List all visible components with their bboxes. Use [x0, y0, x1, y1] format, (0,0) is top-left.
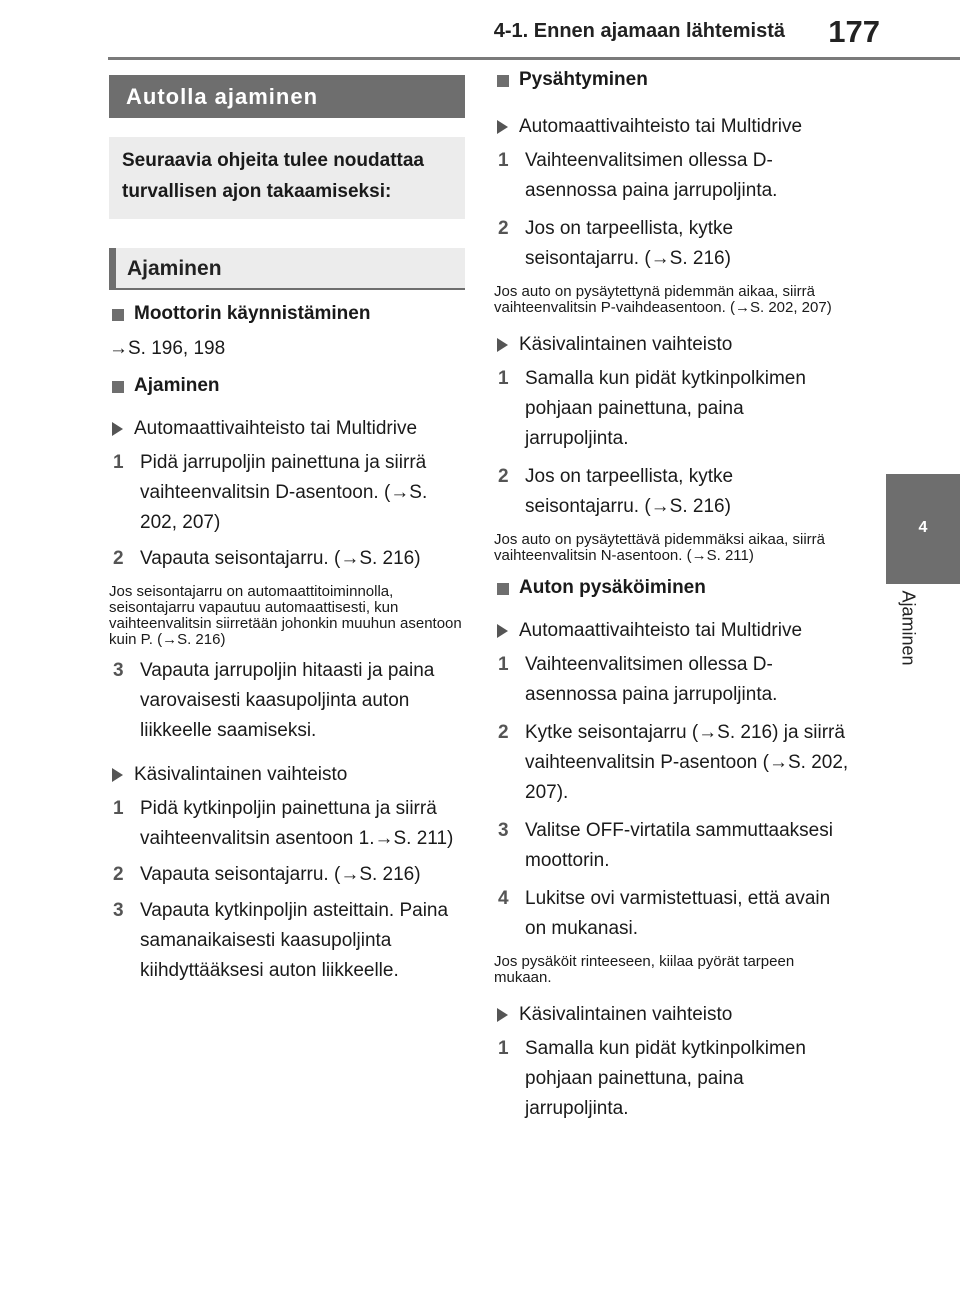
intro-box: Seuraavia ohjeita tulee noudattaa turvallisen ajon takaamiseksi:: [109, 137, 465, 219]
square-bullet-icon: [112, 309, 124, 321]
step-item: 2 Vapauta seisontajarru. (→S. 216): [113, 864, 421, 885]
note-text: Jos auto on pysäytettynä pidemmän aikaa, siirrä vaihteenvalitsin P-vaihdeasentoon. (→S. 202, 207): [494, 283, 832, 316]
note-text: Jos seisontajarru on automaattitoiminnolla, seisontajarru vapautuu automaattisesti, kun vaihteenvalitsin siirretään johonkin muuhun asentoon kuin P. (→S. 216): [109, 583, 462, 648]
page-number: 177: [828, 14, 880, 49]
step-item: 1 Samalla kun pidät kytkinpolkimen pohjaan painettuna, paina jarrupoljinta.: [498, 368, 806, 449]
mode-heading-automatic: Automaattivaihteisto tai Multidrive: [109, 414, 465, 444]
section-heading-moottorin: Moottorin käynnistäminen: [109, 300, 465, 328]
mode-heading-automatic: Automaattivaihteisto tai Multidrive: [494, 112, 850, 142]
step-item: 1 Vaihteenvalitsimen ollessa D-asennossa paina jarrupoljinta.: [498, 150, 778, 201]
step-item: 3 Vapauta jarrupoljin hitaasti ja paina varovaisesti kaasupoljinta auton liikkeelle saamiseksi.: [113, 660, 435, 741]
chapter-number: 4: [918, 519, 928, 536]
step-item: 1 Pidä kytkinpoljin painettuna ja siirrä vaihteenvalitsin asentoon 1.→S. 211): [113, 798, 454, 849]
chapter-label: [893, 580, 923, 676]
page-header: [0, 0, 960, 62]
triangle-bullet-icon: [497, 120, 508, 134]
step-item: 3 Vapauta kytkinpoljin asteittain. Paina samanaikaisesti kaasupoljinta kiihdyttääksesi auton liikkeelle.: [113, 900, 449, 981]
step-item: 2 Jos on tarpeellista, kytke seisontajarru. (→S. 216): [498, 218, 734, 269]
section-heading-ajaminen: Ajaminen: [109, 372, 465, 400]
section-heading-pysahtyminen: Pysähtyminen: [494, 66, 850, 94]
chapter-tab: [886, 474, 960, 584]
triangle-bullet-icon: [497, 338, 508, 352]
chapter-label-text: Ajaminen: [898, 590, 919, 666]
square-bullet-icon: [497, 583, 509, 595]
step-item: 1 Vaihteenvalitsimen ollessa D-asennossa paina jarrupoljinta.: [498, 654, 778, 705]
step-item: 3 Valitse OFF-virtatila sammuttaaksesi moottorin.: [498, 820, 833, 871]
subheading: Ajaminen: [109, 248, 465, 290]
triangle-bullet-icon: [497, 1008, 508, 1022]
reference-text: →S. 196, 198: [109, 338, 226, 359]
mode-heading-manual: Käsivalintainen vaihteisto: [494, 330, 850, 360]
step-item: 1 Samalla kun pidät kytkinpolkimen pohjaan painettuna, paina jarrupoljinta.: [498, 1038, 806, 1119]
note-text: Jos auto on pysäytettävä pidemmäksi aikaa, siirrä vaihteenvalitsin N-asentoon. (→S. 211): [494, 531, 825, 564]
step-item: 4 Lukitse ovi varmistettuasi, että avain on mukanasi.: [498, 888, 831, 939]
mode-heading-manual: Käsivalintainen vaihteisto: [494, 1000, 850, 1030]
right-column: [494, 62, 850, 1124]
step-item: 1 Pidä jarrupoljin painettuna ja siirrä vaihteenvalitsin D-asentoon. (→S. 202, 207): [113, 452, 428, 533]
mode-heading-manual: Käsivalintainen vaihteisto: [109, 760, 465, 790]
square-bullet-icon: [497, 75, 509, 87]
mode-heading-automatic: Automaattivaihteisto tai Multidrive: [494, 616, 850, 646]
triangle-bullet-icon: [497, 624, 508, 638]
step-item: 2 Jos on tarpeellista, kytke seisontajarru. (→S. 216): [498, 466, 734, 517]
section-heading-pysakoiminen: Auton pysäköiminen: [494, 574, 850, 602]
triangle-bullet-icon: [112, 422, 123, 436]
square-bullet-icon: [112, 381, 124, 393]
step-item: 2 Kytke seisontajarru (→S. 216) ja siirrä vaihteenvalitsin P-asentoon (→S. 202, 207).: [498, 722, 849, 803]
step-item: 2 Vapauta seisontajarru. (→S. 216): [113, 548, 421, 569]
left-column: [109, 75, 465, 986]
section-title: 4-1. Ennen ajamaan lähtemistä: [493, 20, 785, 42]
main-heading-banner: Autolla ajaminen: [109, 75, 465, 118]
triangle-bullet-icon: [112, 768, 123, 782]
header-divider: [108, 57, 960, 60]
note-text: Jos pysäköit rinteeseen, kiilaa pyörät tarpeen mukaan.: [494, 953, 795, 986]
